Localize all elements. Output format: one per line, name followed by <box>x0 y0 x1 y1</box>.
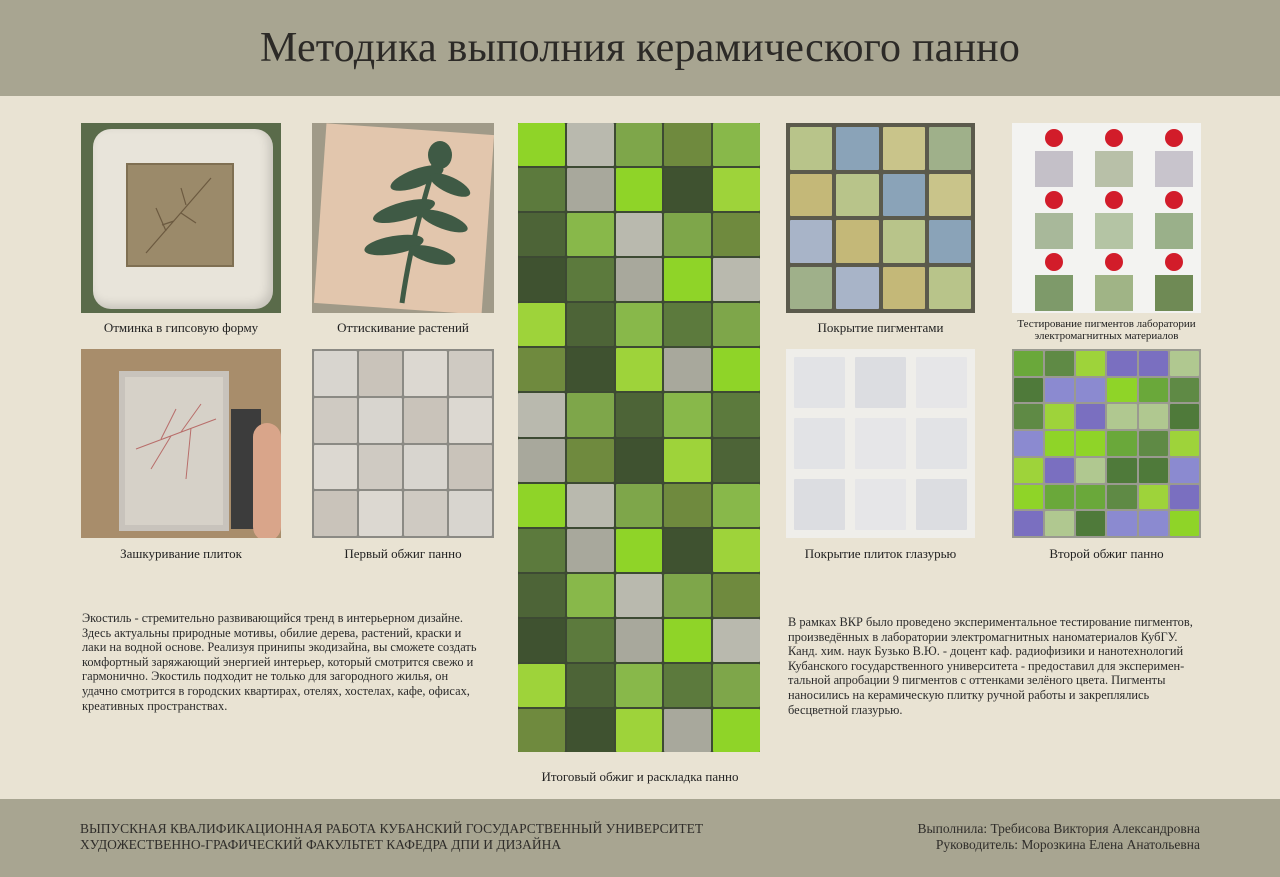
fired-tile <box>1139 431 1168 456</box>
photo-plaster-mold <box>81 123 281 313</box>
panel-tile <box>713 484 760 527</box>
pigment-tile <box>883 267 925 310</box>
panel-tile <box>567 439 614 482</box>
panel-tile <box>616 393 663 436</box>
caption-first-firing: Первый обжиг панно <box>344 546 462 561</box>
fired-tile <box>1170 511 1199 536</box>
pigment-testing-paragraph <box>788 615 1218 717</box>
panel-tile <box>713 168 760 211</box>
panel-tile <box>713 123 760 166</box>
panel-tile <box>518 258 565 301</box>
fired-tile <box>1170 351 1199 376</box>
panel-tile <box>664 213 711 256</box>
fired-tile <box>1045 404 1074 429</box>
panel-tile <box>616 484 663 527</box>
panel-tile <box>713 258 760 301</box>
fired-tile <box>1170 458 1199 483</box>
panel-tile <box>567 484 614 527</box>
panel-tile <box>518 484 565 527</box>
bisque-tile <box>314 398 357 443</box>
fired-tile <box>1045 511 1074 536</box>
bisque-tile <box>404 491 447 536</box>
glazed-tile <box>855 479 906 530</box>
panel-tile <box>713 709 760 752</box>
fired-tile <box>1139 485 1168 510</box>
caption-imprint: Оттискивание растений <box>337 320 469 335</box>
panel-tile <box>567 574 614 617</box>
panel-tile <box>518 303 565 346</box>
test-tile <box>1095 151 1133 187</box>
panel-tile <box>616 303 663 346</box>
fired-tile <box>1076 485 1105 510</box>
pigment-tile <box>929 220 971 263</box>
panel-tile <box>567 123 614 166</box>
pigment-tile <box>836 174 878 217</box>
pigment-jar-cap <box>1045 191 1063 209</box>
test-tile <box>1155 213 1193 249</box>
panel-tile <box>567 168 614 211</box>
text-line: креативных пространствах. <box>82 698 228 713</box>
text-line: Здесь актуальны природные мотивы, обилие дерева, растений, краски и <box>82 625 462 640</box>
test-tile <box>1095 275 1133 311</box>
pigment-tile <box>929 174 971 217</box>
photo-second-firing <box>1012 349 1201 538</box>
panel-tile <box>616 574 663 617</box>
fired-tile <box>1045 378 1074 403</box>
footer-institution <box>80 821 703 853</box>
panel-tile <box>713 529 760 572</box>
pigment-tile <box>883 220 925 263</box>
pigment-jar-cap <box>1045 253 1063 271</box>
test-tile <box>1155 151 1193 187</box>
panel-tile <box>713 574 760 617</box>
panel-tile <box>567 709 614 752</box>
bisque-tile <box>314 351 357 396</box>
bisque-tile <box>314 445 357 490</box>
bisque-tile <box>449 351 492 396</box>
panel-tile <box>518 123 565 166</box>
panel-tile <box>518 439 565 482</box>
fired-tile <box>1014 351 1043 376</box>
bisque-tile <box>404 445 447 490</box>
fired-tile <box>1014 485 1043 510</box>
glazed-tile <box>794 479 845 530</box>
pigment-tile <box>929 127 971 170</box>
panel-tile <box>518 393 565 436</box>
text-line: Кубанского государственного университета - предоставил для эксперимен- <box>788 658 1185 673</box>
pigment-tile <box>883 174 925 217</box>
fired-tile <box>1076 458 1105 483</box>
panel-tile <box>567 619 614 662</box>
bisque-tile <box>404 351 447 396</box>
fired-tile <box>1170 485 1199 510</box>
caption-glaze: Покрытие плиток глазурью <box>804 546 957 561</box>
panel-tile <box>713 393 760 436</box>
panel-tile <box>567 529 614 572</box>
panel-tile <box>518 574 565 617</box>
fired-tile <box>1107 378 1136 403</box>
photo-first-firing <box>312 349 494 538</box>
pigment-jar-cap <box>1105 129 1123 147</box>
panel-tile <box>664 439 711 482</box>
pigment-tile <box>790 174 832 217</box>
bisque-tile <box>449 491 492 536</box>
panel-tile <box>664 709 711 752</box>
pigment-tile <box>836 220 878 263</box>
caption-testing-line1: Тестирование пигментов лаборатории <box>1017 318 1196 330</box>
caption-mold: Отминка в гипсовую форму <box>103 320 259 335</box>
pigment-jar-cap <box>1165 253 1183 271</box>
fired-tile <box>1014 431 1043 456</box>
panel-tile <box>616 619 663 662</box>
pigment-tile <box>883 127 925 170</box>
photo-pigment-coating <box>786 123 975 313</box>
pigment-tile <box>929 267 971 310</box>
pigment-jar-cap <box>1045 129 1063 147</box>
fired-tile <box>1045 351 1074 376</box>
panel-tile <box>713 664 760 707</box>
fired-tile <box>1139 511 1168 536</box>
fired-tile <box>1107 485 1136 510</box>
pigment-jar-cap <box>1105 191 1123 209</box>
footer-authors <box>918 821 1200 853</box>
test-tile <box>1035 151 1073 187</box>
pigment-jar-cap <box>1105 253 1123 271</box>
panel-tile <box>664 168 711 211</box>
panel-tile <box>616 664 663 707</box>
photo-glaze-coating <box>786 349 975 538</box>
panel-tile <box>567 258 614 301</box>
fired-tile <box>1139 458 1168 483</box>
panel-tile <box>518 213 565 256</box>
panel-tile <box>616 258 663 301</box>
footer-author: Выполнила: Требисова Виктория Александровна <box>917 821 1200 836</box>
panel-tile <box>616 439 663 482</box>
panel-tile <box>518 709 565 752</box>
fired-tile <box>1045 485 1074 510</box>
test-tile <box>1095 213 1133 249</box>
panel-tile <box>567 664 614 707</box>
fired-tile <box>1076 511 1105 536</box>
photo-pigment-testing <box>1012 123 1201 313</box>
bisque-tile <box>449 445 492 490</box>
fired-tile <box>1107 404 1136 429</box>
pigment-jar-cap <box>1165 191 1183 209</box>
bisque-tile <box>314 491 357 536</box>
panel-tile <box>518 664 565 707</box>
glazed-tile <box>916 479 967 530</box>
panel-tile <box>713 303 760 346</box>
pigment-jar-cap <box>1165 129 1183 147</box>
pigment-tile <box>790 267 832 310</box>
text-line: В рамках ВКР было проведено экспериментальное тестирование пигментов, <box>788 615 1193 629</box>
text-line: произведённых в лаборатории электромагнитных наноматериалов КубГУ. <box>788 629 1178 644</box>
fired-tile <box>1045 458 1074 483</box>
bisque-tile <box>359 445 402 490</box>
fired-tile <box>1076 378 1105 403</box>
footer-line: ХУДОЖЕСТВЕННО-ГРАФИЧЕСКИЙ ФАКУЛЬТЕТ КАФЕДРА ДПИ И ДИЗАЙНА <box>80 837 562 852</box>
text-line: бесцветной глазурью. <box>788 702 903 717</box>
footer-supervisor: Руководитель: Морозкина Елена Анатольевна <box>935 837 1200 852</box>
panel-tile <box>616 168 663 211</box>
panel-tile <box>664 484 711 527</box>
text-line: тальной апробации 9 пигментов с оттенками зелёного цвета. Пигменты <box>788 673 1166 688</box>
fired-tile <box>1076 351 1105 376</box>
fired-tile <box>1014 404 1043 429</box>
panel-tile <box>664 303 711 346</box>
glazed-tile <box>916 418 967 469</box>
fired-tile <box>1107 511 1136 536</box>
panel-tile <box>616 348 663 391</box>
panel-tile <box>518 168 565 211</box>
fired-tile <box>1170 404 1199 429</box>
title-band <box>0 0 1280 96</box>
caption-testing <box>1000 318 1213 342</box>
fired-tile <box>1170 378 1199 403</box>
glazed-tile <box>916 357 967 408</box>
panel-tile <box>616 709 663 752</box>
test-tile <box>1035 213 1073 249</box>
panel-tile <box>713 213 760 256</box>
panel-tile <box>616 529 663 572</box>
fired-tile <box>1014 511 1043 536</box>
fired-tile <box>1107 458 1136 483</box>
caption-second-firing: Второй обжиг панно <box>1049 546 1164 561</box>
fired-tile <box>1076 404 1105 429</box>
text-line: Канд. хим. наук Бузько В.Ю. - доцент каф. радиофизики и нанотехнологий <box>788 644 1184 659</box>
bisque-tile <box>359 491 402 536</box>
panel-tile <box>518 529 565 572</box>
fired-tile <box>1107 431 1136 456</box>
panel-tile <box>713 619 760 662</box>
fired-tile <box>1139 404 1168 429</box>
page-title: Методика выполния керамического панно <box>259 25 1021 71</box>
bisque-tile <box>449 398 492 443</box>
panel-tile <box>518 619 565 662</box>
panel-tile <box>713 348 760 391</box>
panel-tile <box>664 393 711 436</box>
test-tile <box>1035 275 1073 311</box>
caption-testing-line2: электромагнитных материалов <box>1034 330 1179 342</box>
panel-tile <box>518 348 565 391</box>
text-line: лаки на водной основе. Реализуя принипы экодизайна, вы сможете создать <box>82 640 477 655</box>
text-line: комфортный заряжающий энергией интерьер, который смотрится свежо и <box>82 654 474 669</box>
panel-tile <box>664 529 711 572</box>
caption-final: Итоговый обжиг и раскладка панно <box>541 769 739 784</box>
panel-tile <box>616 123 663 166</box>
pigment-tile <box>836 267 878 310</box>
glazed-tile <box>855 357 906 408</box>
bisque-tile <box>359 398 402 443</box>
eco-style-paragraph <box>82 611 502 713</box>
text-line: гармонично. Экостиль подходит не только для загородного жилья, он <box>82 669 449 684</box>
panel-tile <box>664 574 711 617</box>
fired-tile <box>1014 458 1043 483</box>
fired-tile <box>1045 431 1074 456</box>
panel-tile <box>664 348 711 391</box>
panel-tile <box>664 664 711 707</box>
bisque-tile <box>359 351 402 396</box>
pigment-tile <box>790 127 832 170</box>
panel-tile <box>664 258 711 301</box>
panel-tile <box>713 439 760 482</box>
fired-tile <box>1139 378 1168 403</box>
pigment-tile <box>790 220 832 263</box>
caption-pigments: Покрытие пигментами <box>817 320 944 335</box>
fired-tile <box>1139 351 1168 376</box>
glazed-tile <box>794 357 845 408</box>
photo-plant-imprint <box>312 123 494 313</box>
photo-scraping-tiles <box>81 349 281 538</box>
text-line: удачно смотрится в городских квартирах, отелях, хостелах, кафе, офисах, <box>82 683 470 698</box>
panel-tile <box>616 213 663 256</box>
glazed-tile <box>855 418 906 469</box>
fired-tile <box>1107 351 1136 376</box>
fired-tile <box>1170 431 1199 456</box>
test-tile <box>1155 275 1193 311</box>
caption-scrape: Зашкуривание плиток <box>120 546 242 561</box>
panel-tile <box>567 348 614 391</box>
fired-tile <box>1014 378 1043 403</box>
panel-tile <box>567 213 614 256</box>
text-line: Экостиль - стремительно развивающийся тренд в интерьерном дизайне. <box>82 611 463 625</box>
pigment-tile <box>836 127 878 170</box>
bisque-tile <box>404 398 447 443</box>
panel-tile <box>567 303 614 346</box>
text-line: наносились на керамическую плитку ручной работы и закреплялись <box>788 687 1150 702</box>
panel-tile <box>664 123 711 166</box>
panel-tile <box>567 393 614 436</box>
panel-tile <box>664 619 711 662</box>
fired-tile <box>1076 431 1105 456</box>
glazed-tile <box>794 418 845 469</box>
footer-line: ВЫПУСКНАЯ КВАЛИФИКАЦИОННАЯ РАБОТА КУБАНСКИЙ ГОСУДАРСТВЕННЫЙ УНИВЕРСИТЕТ <box>80 821 704 836</box>
photo-final-panel <box>518 123 760 752</box>
footer-band <box>0 799 1280 877</box>
